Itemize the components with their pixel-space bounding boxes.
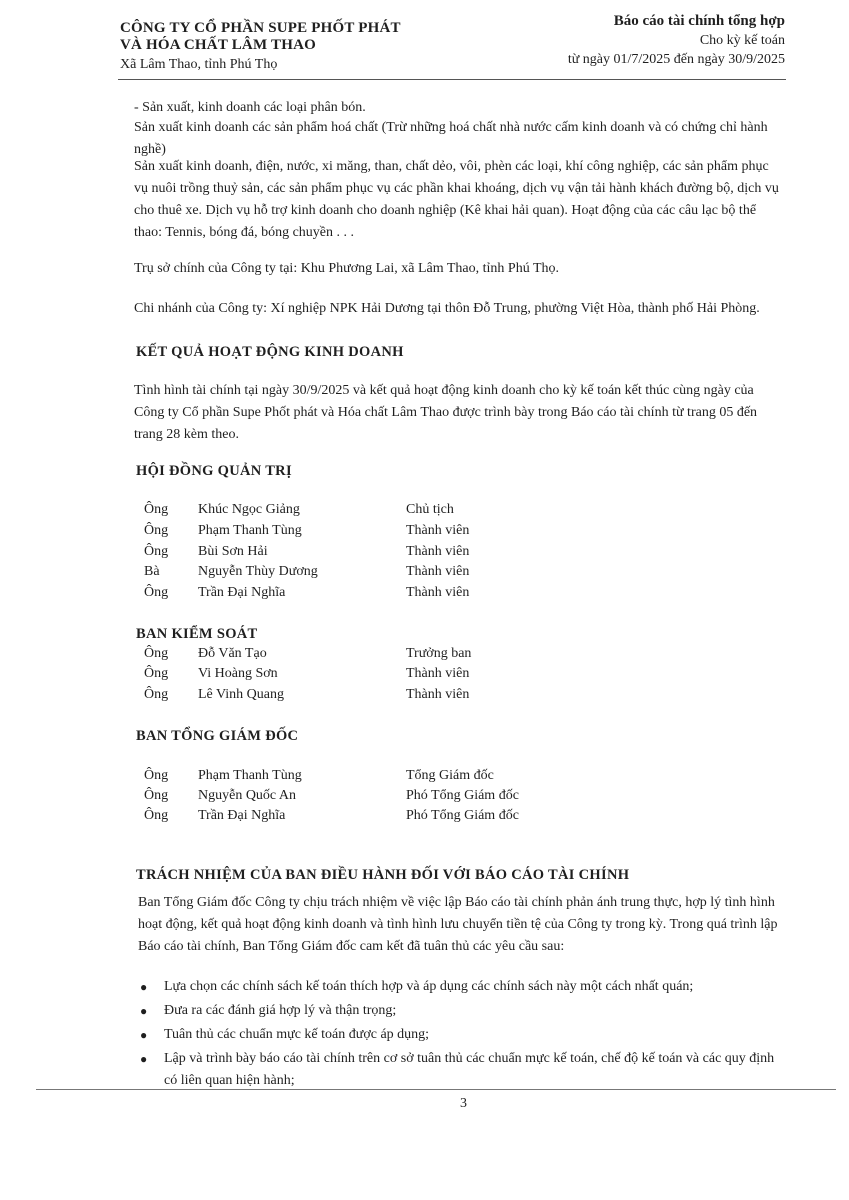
company-name-line2: VÀ HÓA CHẤT LÂM THAO xyxy=(120,37,316,53)
board-heading: HỘI ĐỒNG QUẢN TRỊ xyxy=(136,463,292,479)
head-office: Trụ sở chính của Công ty tại: Khu Phương Lai, xã Lâm Thao, tỉnh Phú Thọ. xyxy=(134,261,560,276)
member-title: Ông xyxy=(144,544,169,559)
bullet-text: Lựa chọn các chính sách kế toán thích hợp và áp dụng các chính sách này một cách nhất quán; xyxy=(164,979,694,994)
member-role: Thành viên xyxy=(406,687,470,702)
member-title: Bà xyxy=(144,564,160,579)
member-name: Nguyễn Quốc An xyxy=(198,788,296,803)
board-member-row xyxy=(138,562,638,582)
report-header xyxy=(568,12,785,69)
member-title: Ông xyxy=(144,768,169,783)
supervisory-member-row xyxy=(138,664,638,684)
branch: Chi nhánh của Công ty: Xí nghiệp NPK Hải Dương tại thôn Đỗ Trung, phường Việt Hòa, thành phố Hải Phòng. xyxy=(134,301,760,316)
member-name: Phạm Thanh Tùng xyxy=(198,523,302,538)
member-name: Lê Vinh Quang xyxy=(198,687,284,702)
management-member-row xyxy=(138,786,638,806)
company-name-line1: CÔNG TY CỔ PHẦN SUPE PHỐT PHÁT xyxy=(120,20,401,36)
supervisory-member-row xyxy=(138,644,638,664)
report-title: Báo cáo tài chính tổng hợp xyxy=(613,13,785,29)
member-name: Nguyễn Thùy Dương xyxy=(198,564,318,579)
bullet-text: Lập và trình bày báo cáo tài chính trên cơ sở tuân thủ các chuẩn mực kế toán, chế độ kế toán và các quy định có liên quan hiện hành; xyxy=(164,1051,775,1088)
company-header xyxy=(120,20,401,73)
member-role: Tổng Giám đốc xyxy=(406,768,494,783)
member-role: Phó Tổng Giám đốc xyxy=(406,788,519,803)
management-heading: BAN TỔNG GIÁM ĐỐC xyxy=(136,728,299,744)
member-name: Vi Hoàng Sơn xyxy=(198,666,278,681)
board-member-row xyxy=(138,542,638,562)
member-name: Trần Đại Nghĩa xyxy=(198,808,286,823)
member-title: Ông xyxy=(144,666,169,681)
member-title: Ông xyxy=(144,788,169,803)
member-role: Phó Tổng Giám đốc xyxy=(406,808,519,823)
footer-divider xyxy=(36,1089,836,1090)
member-name: Trần Đại Nghĩa xyxy=(198,585,286,600)
activity-line-3: Sản xuất kinh doanh, điện, nước, xi măng, than, chất dẻo, vôi, phèn các loại, khí công nghiệp, các sản phẩm phục vụ nuôi trồng thuỷ sản, các sản phẩm phục vụ các phần khai khoáng, dịch vụ vận tải hành khách đường bộ, dịch vụ cho thuê xe. Dịch vụ hỗ trợ kinh doanh cho doanh nghiệp (Kê khai hải quan). Hoạt động của các câu lạc bộ thể thao: Tennis, bóng đá, bóng chuyền . . . xyxy=(134,159,779,240)
member-title: Ông xyxy=(144,523,169,538)
member-name: Bùi Sơn Hải xyxy=(198,544,268,559)
member-role: Thành viên xyxy=(406,564,470,579)
member-role: Trưởng ban xyxy=(406,646,472,661)
member-name: Phạm Thanh Tùng xyxy=(198,768,302,783)
member-title: Ông xyxy=(144,646,169,661)
member-title: Ông xyxy=(144,502,169,517)
bullet-item xyxy=(138,1024,786,1046)
header-divider xyxy=(118,79,786,80)
member-title: Ông xyxy=(144,808,169,823)
bullet-icon: ● xyxy=(140,1052,148,1066)
board-member-row xyxy=(138,521,638,541)
management-member-row xyxy=(138,766,638,786)
supervisory-member-row xyxy=(138,685,638,705)
report-period-label: Cho kỳ kế toán xyxy=(699,33,785,48)
results-text: Tình hình tài chính tại ngày 30/9/2025 và kết quả hoạt động kinh doanh cho kỳ kế toán kết thúc cùng ngày của Công ty Cổ phần Supe Phốt phát và Hóa chất Lâm Thao được trình bày trong Báo cáo tài chính từ trang 05 đến trang 28 kèm theo. xyxy=(134,383,758,442)
bullet-icon: ● xyxy=(140,1004,148,1018)
bullet-item xyxy=(138,1048,786,1092)
board-member-row xyxy=(138,583,638,603)
member-role: Thành viên xyxy=(406,666,470,681)
member-role: Chủ tịch xyxy=(406,502,454,517)
bullet-text: Đưa ra các đánh giá hợp lý và thận trọng; xyxy=(164,1003,397,1018)
company-address: Xã Lâm Thao, tỉnh Phú Thọ xyxy=(120,57,278,72)
responsibility-heading: TRÁCH NHIỆM CỦA BAN ĐIỀU HÀNH ĐỐI VỚI BÁO CÁO TÀI CHÍNH xyxy=(136,867,630,883)
bullet-text: Tuân thủ các chuẩn mực kế toán được áp dụng; xyxy=(164,1027,430,1042)
member-role: Thành viên xyxy=(406,585,470,600)
board-member-row xyxy=(138,500,638,520)
management-member-row xyxy=(138,806,638,826)
responsibility-text: Ban Tổng Giám đốc Công ty chịu trách nhiệm về việc lập Báo cáo tài chính phản ánh trung thực, hợp lý tình hình hoạt động, kết quả hoạt động kinh doanh và tình hình lưu chuyển tiền tệ của Công ty trong kỳ. Trong quá trình lập Báo cáo tài chính, Ban Tổng Giám đốc cam kết đã tuân thủ các yêu cầu sau: xyxy=(138,895,778,954)
member-name: Khúc Ngọc Giảng xyxy=(198,502,300,517)
page-number: 3 xyxy=(460,1096,467,1111)
results-heading: KẾT QUẢ HOẠT ĐỘNG KINH DOANH xyxy=(136,344,404,360)
bullet-item xyxy=(138,976,786,998)
bullet-icon: ● xyxy=(140,980,148,994)
member-title: Ông xyxy=(144,585,169,600)
member-role: Thành viên xyxy=(406,523,470,538)
supervisory-heading: BAN KIỂM SOÁT xyxy=(136,626,258,642)
member-title: Ông xyxy=(144,687,169,702)
member-role: Thành viên xyxy=(406,544,470,559)
member-name: Đỗ Văn Tạo xyxy=(198,646,267,661)
bullet-icon: ● xyxy=(140,1028,148,1042)
bullet-item xyxy=(138,1000,786,1022)
report-period: từ ngày 01/7/2025 đến ngày 30/9/2025 xyxy=(567,52,785,67)
activity-line-2: Sản xuất kinh doanh các sản phẩm hoá chất (Trừ những hoá chất nhà nước cấm kinh doanh và có chứng chỉ hành nghề) xyxy=(134,120,768,157)
activity-line-1: - Sản xuất, kinh doanh các loại phân bón. xyxy=(134,100,366,115)
